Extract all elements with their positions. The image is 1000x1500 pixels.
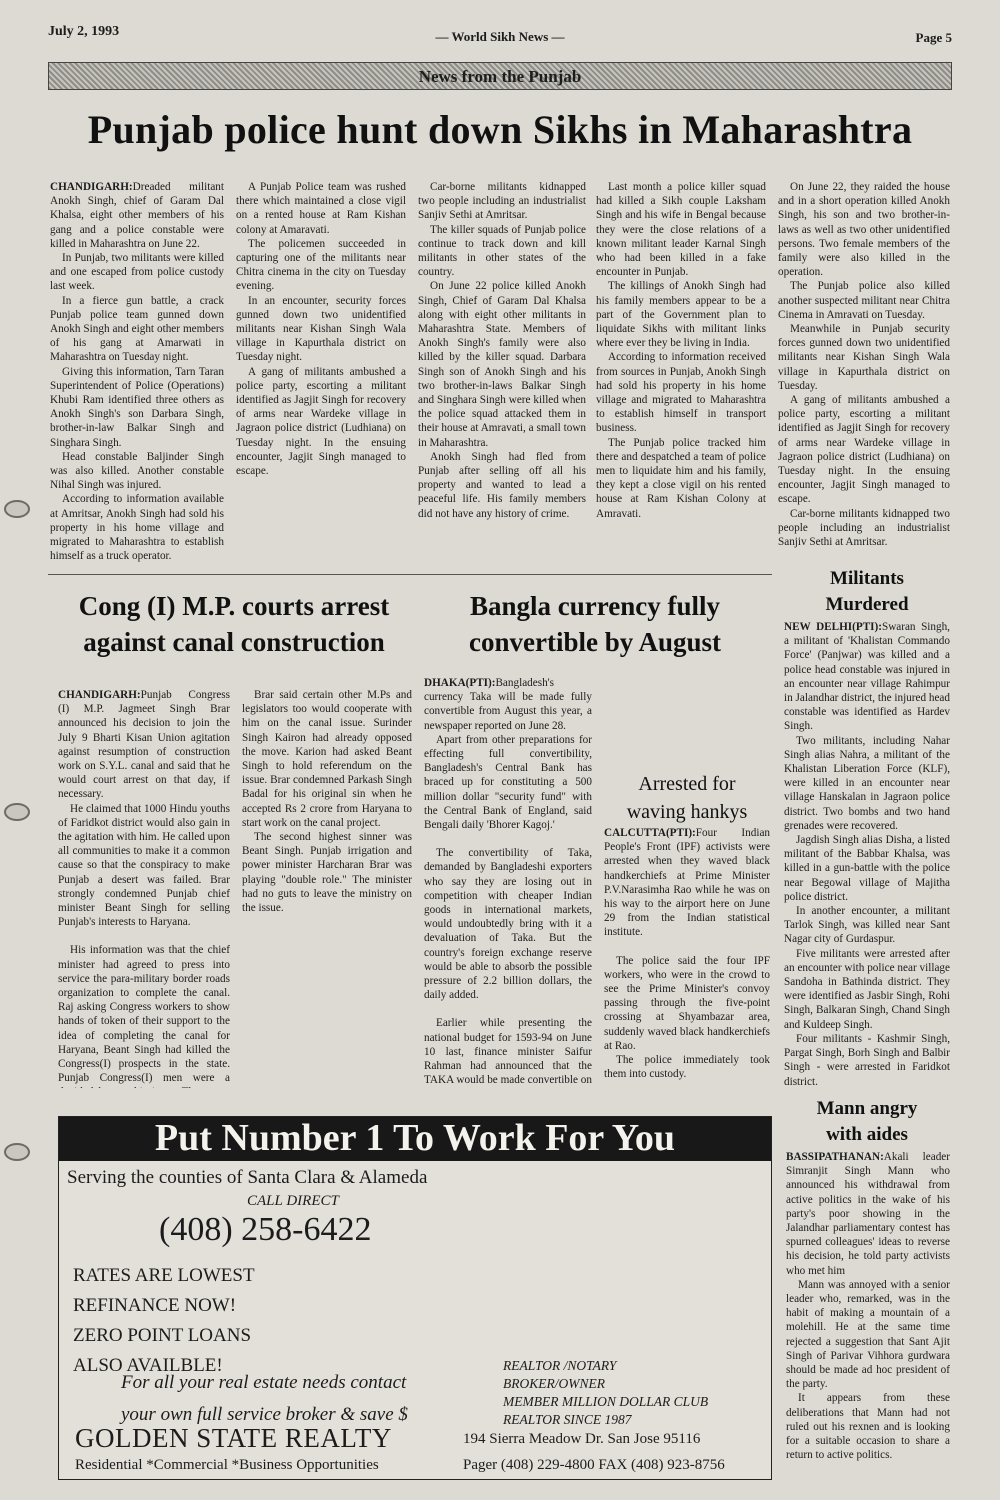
- article-paragraph: In Punjab, two militants were killed and one escaped from police custody last week.: [50, 252, 224, 293]
- article-paragraph: CHANDIGARH:Punjab Congress (I) M.P. Jagmeet Singh Brar announced his decision to join the July 9 Bharti Kisan Union agitation against resumption of construction work on S.Y.L. canal and said that he would court arrest on that day, if necessary.: [58, 689, 230, 801]
- article-paragraph: On June 22, they raided the house and in a short operation killed Anokh Singh, his son and two brother-in-laws as well as two other unidentified persons. Two female members of the family were also killed in the operation.: [778, 181, 950, 279]
- ad-phone-number: (408) 258-6422: [159, 1211, 372, 1248]
- ad-services: Residential *Commercial *Business Opportunities: [75, 1457, 379, 1473]
- article-paragraph: The police said the four IPF workers, who were in the crowd to see the Prime Minister's convoy passing through the five-point crossing at Shyambazar area, suddenly waved black handkerchiefs at Rao.: [604, 954, 770, 1052]
- article-paragraph: NEW DELHI(PTI):Swaran Singh, a militant of 'Khalistan Commando Force' (Panjwar) was killed and a police head constable was injured in an encounter near village Rahimpur in Jalandhar district, the injured head constable was identified as Hardev Singh.: [784, 621, 950, 733]
- masthead: [48, 24, 952, 46]
- article-column: [784, 620, 950, 1090]
- article-column: [424, 676, 592, 1088]
- cong-headline: Cong (I) M.P. courts arrest against canal construction: [78, 591, 390, 657]
- article-paragraph: The convertibility of Taka, demanded by Bangladeshi exporters who say they are losing out in competition with cheaper Indian goods in international markets, would undoubtedly bring with it a devaluation of Taka. But the country's foreign exchange reserve would be able to absorb the possible pressure of 2.2 billion dollars, the daily added.: [424, 847, 592, 1002]
- dateline: BASSIPATHANAN:: [786, 1151, 884, 1163]
- article-paragraph: He claimed that 1000 Hindu youths of Faridkot district would also gain in the agitation with him. He called upon all communities to make it a common cause so that the conspiracy to make Punjab a desert was failed. Brar strongly condemned Punjab chief minister Beant Singh for selling Punjab's interests to Haryana.: [58, 802, 230, 929]
- ad-feature: RATES ARE LOWEST: [73, 1265, 255, 1286]
- section-label: News from the Punjab: [418, 67, 582, 86]
- article-column: [236, 180, 406, 564]
- article-paragraph: His information was that the chief minister had agreed to press into service the para-military border roads organization to complete the canal. Raj asking Congress workers to show hands of token of their support to the idea of completing the canal for Haryana, Beant Singh had killed the Congress(I) prospects in the state. Punjab Congress(I) men were a: [58, 944, 230, 1085]
- arrested-headline: Arrested for waving hankys: [626, 773, 748, 823]
- ad-credential: REALTOR SINCE 1987: [503, 1412, 632, 1427]
- article-paragraph: Four militants - Kashmir Singh, Pargat Singh, Borh Singh and Balbir Singh - were arrested in Faridkot district.: [784, 1032, 950, 1088]
- article-paragraph: Giving this information, Tarn Taran Superintendent of Police (Operations) Khubi Ram identified three others as Anokh Singh's son Darbara Singh, brother-in-law Balkar Singh and Singhara Singh.: [50, 365, 224, 449]
- ad-credentials: [503, 1357, 708, 1429]
- article-paragraph: The police immediately took them into custody.: [604, 1054, 770, 1081]
- dateline: CALCUTTA(PTI):: [604, 827, 696, 839]
- article-paragraph: In a fierce gun battle, a crack Punjab police team gunned down Anokh Singh and eight other members of his gang at Amarwati in Maharashtra on Tuesday night.: [50, 294, 224, 364]
- ad-feature: ALSO AVAILBLE!: [73, 1355, 223, 1376]
- realty-advertisement: [58, 1116, 772, 1480]
- issue-date: July 2, 1993: [48, 24, 120, 39]
- punch-hole: [4, 1143, 30, 1161]
- article-paragraph: DHAKA(PTI):Bangladesh's currency Taka will be made fully convertible from August this year, a newspaper reported on June 28.: [424, 677, 592, 732]
- ad-title: Put Number 1 To Work For You: [59, 1117, 771, 1161]
- article-paragraph: A Punjab Police team was rushed there which maintained a close vigil on a rented house at Ram Kishan colony at Amaravati.: [236, 181, 406, 236]
- bangla-headline: Bangla currency fully convertible by August: [468, 591, 722, 657]
- section-banner: [48, 62, 952, 90]
- article-paragraph: Car-borne militants kidnapped two people including an industrialist Sanjiv Sethi at Amritsar.: [778, 507, 950, 549]
- ad-contact-text: For all your real estate needs contact your own full service broker & save $: [121, 1372, 408, 1425]
- article-column: [596, 180, 766, 564]
- article-paragraph: According to information available at Amritsar, Anokh Singh had sold his property in his home village and migrated to Maharashtra to establish himself as a truck operator.: [50, 493, 224, 563]
- ad-address: 194 Sierra Meadow Dr. San Jose 95116: [463, 1431, 701, 1447]
- punch-hole: [4, 500, 30, 518]
- article-column: [778, 180, 950, 564]
- article-column: [58, 688, 230, 1088]
- article-column: [50, 180, 224, 564]
- article-paragraph: It appears from these deliberations that Mann had not ruled out his rexnen and is looking for a suitable occasion to share a return to active politics.: [786, 1392, 950, 1462]
- article-paragraph: BASSIPATHANAN:Akali leader Simranjit Singh Mann who announced his withdrawal from active politics in the wake of his party's poor showing in the Jalandhar parliamentary contest has spurned colleagues' ideas to reverse his decision, he told party activists who met him: [786, 1151, 950, 1277]
- ad-pager-fax: Pager (408) 229-4800 FAX (408) 923-8756: [463, 1457, 725, 1473]
- article-paragraph: CHANDIGARH:Dreaded militant Anokh Singh, chief of Garam Dal Khalsa, eight other members of his gang and a police constable were killed in Maharashtra on June 22.: [50, 181, 224, 250]
- column-rule: [48, 574, 772, 575]
- article-paragraph: According to information received from sources in Punjab, Anokh Singh had sold his property in his home village and migrated to Maharashtra to establish himself in transport business.: [596, 351, 766, 435]
- article-paragraph: CALCUTTA(PTI):Four Indian People's Front (IPF) activists were arrested when they waved black handkerchiefs at Prime Minister P.V.Narasimha Rao while he was on his way to the airport here on June 29 from the Indian statistical institute.: [604, 827, 770, 939]
- ad-feature: REFINANCE NOW!: [73, 1295, 237, 1316]
- ad-credential: REALTOR /NOTARY: [503, 1358, 617, 1373]
- ad-serving-area: Serving the counties of Santa Clara & Alameda: [67, 1167, 428, 1188]
- article-paragraph: Head constable Baljinder Singh was also killed. Another constable Nihal Singh was injured.: [50, 450, 224, 492]
- ad-company-name: GOLDEN STATE REALTY: [75, 1423, 392, 1453]
- ad-call-direct: CALL DIRECT: [247, 1193, 339, 1209]
- article-paragraph: Apart from other preparations for effecting full convertibility, Bangladesh's Central Bank has braced up for constituting a 500 million dollar "security fund" with the Central Bank of England, said Bengali daily 'Bhorer Kagoj.': [424, 733, 592, 832]
- dateline: CHANDIGARH:: [58, 689, 141, 701]
- article-paragraph: The policemen succeeded in capturing one of the militants near Chitra cinema in the city on Tuesday evening.: [236, 237, 406, 293]
- main-headline: Punjab police hunt down Sikhs in Maharashtra: [87, 107, 913, 152]
- article-paragraph: The Punjab police tracked him there and despatched a team of police men to liquidate him and his family, they kept a close vigil on his rented house at Ram Kishan Colony at Amravati.: [596, 436, 766, 520]
- ad-credential: BROKER/OWNER: [503, 1376, 605, 1391]
- article-paragraph: The killings of Anokh Singh had his family members appear to be a part of the Government plan to liquidate Sikhs with militant links where ever they be living in India.: [596, 280, 766, 350]
- article-paragraph: The killer squads of Punjab police continue to track down and kill militants in other states of the country.: [418, 223, 586, 279]
- article-paragraph: On June 22 police killed Anokh Singh, Chief of Garam Dal Khalsa along with eight other militants in Maharashtra State. Members of Anokh Singh's family were also killed by the killer squad. Darbara Singh son of Anokh Singh and his two brother-in-laws Balkar Singh and Singhara Singh were killed when the police squad attacked them in their house at Amravati, a small town in Maharashtra.: [418, 280, 586, 449]
- article-column: [786, 1150, 950, 1470]
- page-number: Page 5: [915, 30, 952, 45]
- ad-feature: ZERO POINT LOANS: [73, 1325, 252, 1346]
- ad-credential: MEMBER MILLION DOLLAR CLUB: [503, 1394, 709, 1409]
- article-paragraph: In an encounter, security forces gunned down two unidentified militants near Kishan Singh Wala village in Kapurthala district on Tuesday night.: [236, 294, 406, 364]
- paper-name: — World Sikh News —: [435, 29, 565, 44]
- article-paragraph: Two militants, including Nahar Singh alias Nahra, a militant of the Khalistan Liberation Force (KLF), were killed in an encounter near village Hanskalan in Jagraon police district. Two bombs and two hand grenades were recovered.: [784, 734, 950, 832]
- dateline: NEW DELHI(PTI):: [784, 621, 882, 633]
- article-paragraph: Brar said certain other M.Ps and legislators too would cooperate with him on the canal issue. Surinder Singh Kairon had already opposed the move. Karion had asked Beant Singh to hold referendum on the issue. Brar condemned Parkash Singh Badal for his original sin when he accepted Rs 2 crore from Haryana to start work on the canal project.: [242, 689, 412, 829]
- article-paragraph: A gang of militants ambushed a police party, escorting a militant identified as Jagjit Singh for recovery of arms near Wardeke village in Jagraon police district (Ludhiana) on Tuesday night. In the ensuing encounter, Jagjit Singh managed to escape.: [236, 365, 406, 478]
- article-paragraph: Anokh Singh had fled from Punjab after selling off all his property and wanted to lead a peaceful life. His family members did not have any history of crime.: [418, 450, 586, 520]
- punch-hole: [4, 803, 30, 821]
- article-column: [242, 688, 412, 1088]
- dateline: DHAKA(PTI):: [424, 677, 496, 689]
- militants-headline: Militants Murdered: [825, 568, 909, 615]
- article-paragraph: Jagdish Singh alias Disha, a listed militant of the Babbar Khalsa, was killed in a gun-battle with the police near Begowal village of Majitha police district.: [784, 834, 950, 903]
- dateline: CHANDIGARH:: [50, 181, 133, 193]
- article-paragraph: Mann was annoyed with a senior leader who, remarked, was in the habit of making a mountain of a molehill. He at the same time rejected a suggestion that Sant Ajit Singh of Parivar Vihhora gurdwara should be made ad hoc president of the party.: [786, 1278, 950, 1391]
- article-column: [418, 180, 586, 564]
- article-paragraph: Last month a police killer squad had killed a Sikh couple Laksham Singh and his wife in Bengal because they were the close relations of a known militant leader Karnal Singh who had been killed in a fake encounter in Punjab.: [596, 181, 766, 279]
- mann-headline: Mann angry with aides: [816, 1098, 918, 1145]
- article-paragraph: Five militants were arrested after an encounter with police near village Sandoha in Bathinda district. They were identified as Jasbir Singh, Rohi Singh, Balkaran Singh, Chand Singh and Kuldeep Singh.: [784, 947, 950, 1031]
- article-paragraph: The Punjab police also killed another suspected militant near Chitra Cinema in Amravati on Tuesday.: [778, 280, 950, 321]
- article-paragraph: In another encounter, a militant Tarlok Singh, was killed near Sant Nagar city of Gurdaspur.: [784, 905, 950, 946]
- article-paragraph: The second highest sinner was Beant Singh. Punjab irrigation and power minister Harcharan Brar was playing "double role." The minister had no guts to leave the ministry on the issue.: [242, 831, 412, 915]
- article-paragraph: Meanwhile in Punjab security forces gunned down two unidentified militants near Kishan Singh Wala village in Kapurthala district on Tuesday.: [778, 323, 950, 392]
- article-paragraph: Car-borne militants kidnapped two people including an industrialist Sanjiv Sethi at Amritsar.: [418, 181, 586, 222]
- article-paragraph: A gang of militants ambushed a police party, escorting a militant identified as Jagjit Singh for recovery of arms near Wardeke village in Jagraon police district (Ludhiana) on Tuesday night. In the ensuing encounter, Jagjit Singh managed to escape.: [778, 394, 950, 506]
- ad-feature-list: [73, 1261, 255, 1381]
- article-column: [604, 826, 770, 1088]
- article-paragraph: Earlier while presenting the national budget for 1593-94 on June 10 last, finance minister Saifur Rahman had announced that the TAKA would be made convertible on: [424, 1017, 592, 1087]
